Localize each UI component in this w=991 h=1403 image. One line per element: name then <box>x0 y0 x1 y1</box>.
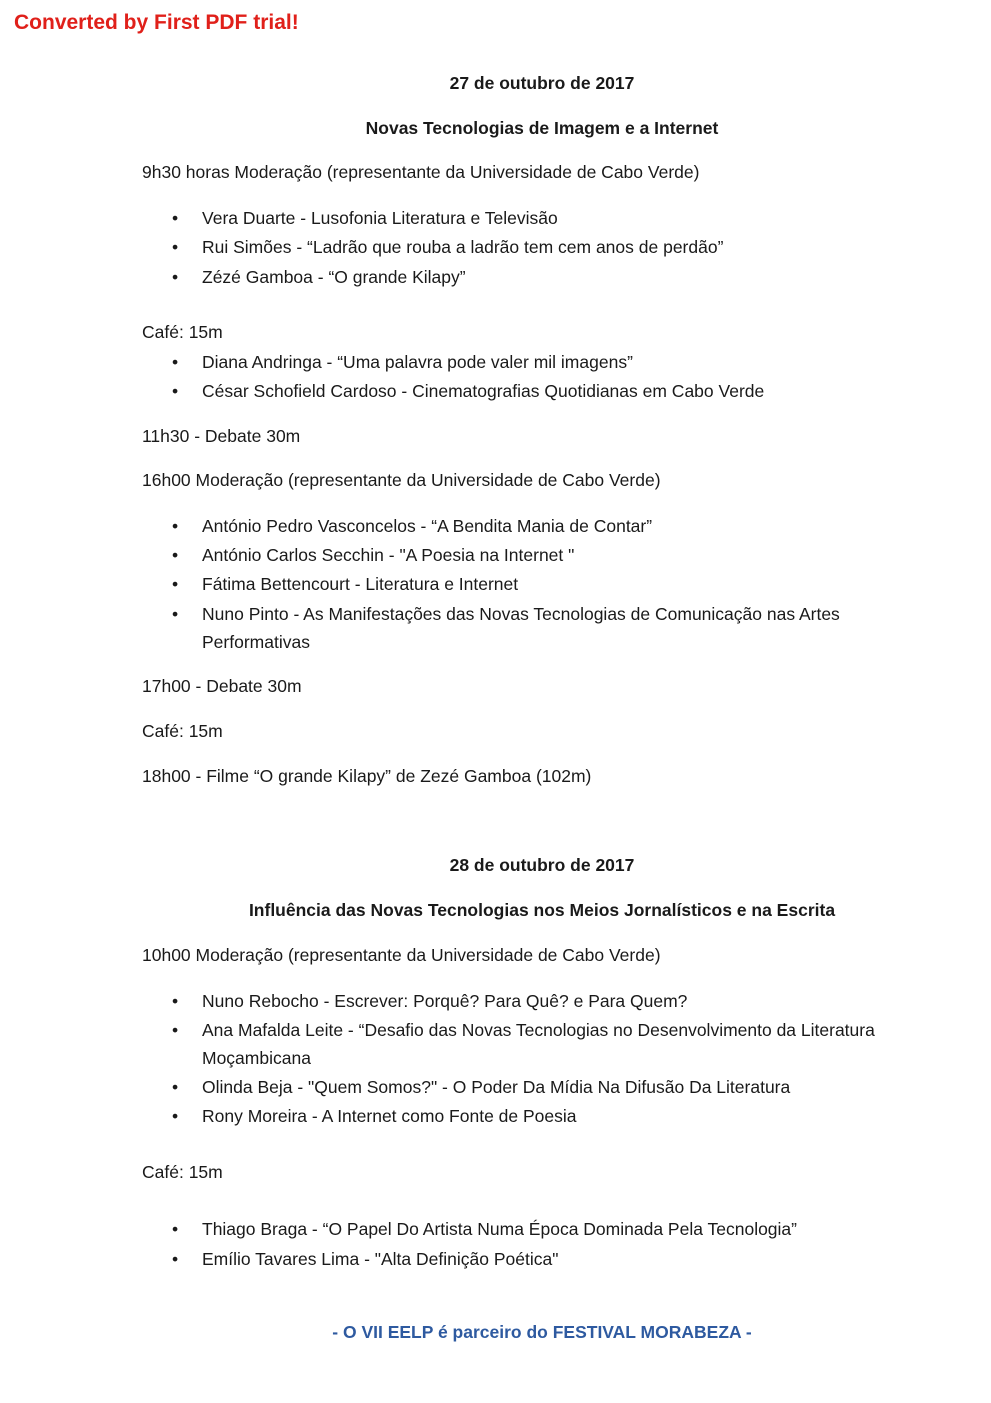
bullet-icon: • <box>172 516 179 536</box>
bullet-icon: • <box>172 352 179 372</box>
list-item: Vera Duarte - Lusofonia Literatura e Televisão <box>202 208 558 228</box>
day2-date: 28 de outubro de 2017 <box>449 855 635 875</box>
list-item: Ana Mafalda Leite - “Desafio das Novas Tecnologias no Desenvolvimento da Literatura Moçambicana <box>202 1020 875 1068</box>
trial-watermark: Converted by First PDF trial! <box>14 11 299 34</box>
day2-session1-header: 10h00 Moderação (representante da Universidade de Cabo Verde) <box>142 945 661 965</box>
list-item: António Carlos Secchin - "A Poesia na Internet " <box>202 545 575 565</box>
day1-debate2: 17h00 - Debate 30m <box>142 676 302 696</box>
day1-session1-header: 9h30 horas Moderação (representante da Universidade de Cabo Verde) <box>142 162 700 182</box>
day1-date: 27 de outubro de 2017 <box>449 73 635 93</box>
list-item: Rui Simões - “Ladrão que rouba a ladrão tem cem anos de perdão” <box>202 237 724 257</box>
bullet-icon: • <box>172 208 179 228</box>
list-item: Emílio Tavares Lima - "Alta Definição Poética" <box>202 1249 559 1269</box>
list-item: Diana Andringa - “Uma palavra pode valer mil imagens” <box>202 352 633 372</box>
day1-film: 18h00 - Filme “O grande Kilapy” de Zezé Gamboa (102m) <box>142 766 592 786</box>
bullet-icon: • <box>172 237 179 257</box>
list-item: Nuno Pinto - As Manifestações das Novas Tecnologias de Comunicação nas Artes Performativas <box>202 604 840 652</box>
bullet-icon: • <box>172 1219 179 1239</box>
list-item: Olinda Beja - "Quem Somos?" - O Poder Da Mídia Na Difusão Da Literatura <box>202 1077 791 1097</box>
list-item: Fátima Bettencourt - Literatura e Internet <box>202 574 519 594</box>
bullet-icon: • <box>172 1249 179 1269</box>
day1-theme: Novas Tecnologias de Imagem e a Internet <box>365 118 719 138</box>
bullet-icon: • <box>172 604 179 624</box>
bullet-icon: • <box>172 267 179 287</box>
day2-theme: Influência das Novas Tecnologias nos Meios Jornalísticos e na Escrita <box>248 900 836 920</box>
bullet-icon: • <box>172 545 179 565</box>
bullet-icon: • <box>172 1106 179 1126</box>
day1-debate1: 11h30 - Debate 30m <box>142 426 301 446</box>
bullet-icon: • <box>172 1020 179 1040</box>
day2-cafe: Café: 15m <box>142 1162 223 1182</box>
bullet-icon: • <box>172 1077 179 1097</box>
list-item: Rony Moreira - A Internet como Fonte de Poesia <box>202 1106 577 1126</box>
bullet-icon: • <box>172 991 179 1011</box>
list-item: António Pedro Vasconcelos - “A Bendita Mania de Contar” <box>202 516 653 536</box>
bullet-icon: • <box>172 381 179 401</box>
day1-cafe2: Café: 15m <box>142 721 223 741</box>
list-item: César Schofield Cardoso - Cinematografias Quotidianas em Cabo Verde <box>202 381 765 401</box>
bullet-icon: • <box>172 574 179 594</box>
day1-session2-header: 16h00 Moderação (representante da Universidade de Cabo Verde) <box>142 470 661 490</box>
list-item: Zézé Gamboa - “O grande Kilapy” <box>202 267 466 287</box>
day1-cafe1: Café: 15m <box>142 322 223 342</box>
list-item: Thiago Braga - “O Papel Do Artista Numa Época Dominada Pela Tecnologia” <box>202 1219 797 1239</box>
list-item: Nuno Rebocho - Escrever: Porquê? Para Quê? e Para Quem? <box>202 991 688 1011</box>
footer-partner-note: - O VII EELP é parceiro do FESTIVAL MORABEZA - <box>332 1322 752 1342</box>
